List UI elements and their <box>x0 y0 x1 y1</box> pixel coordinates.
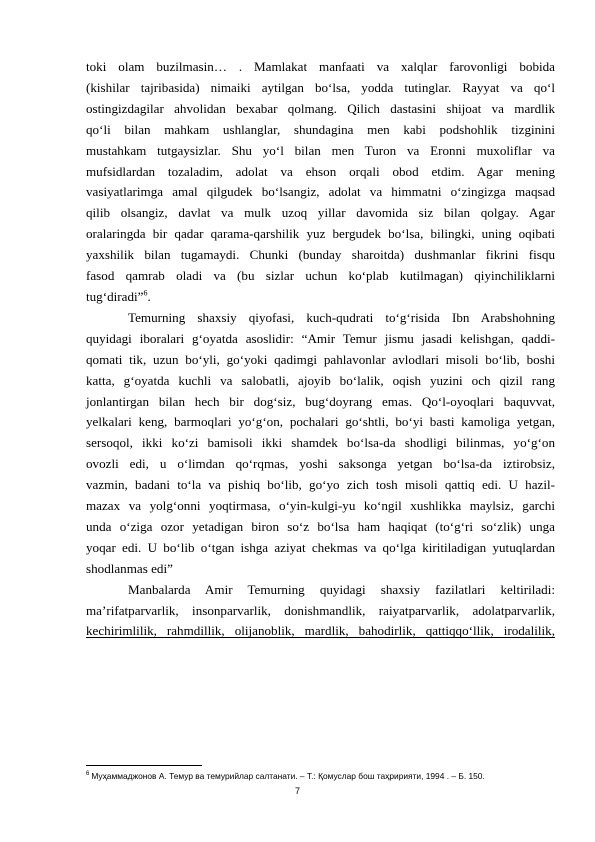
text-line: yoqar edi. U bo‘lib o‘tgan ishga aziyat chekmas va qo‘lga kiritiladigan yutuqlardan <box>86 539 555 555</box>
paragraph-2 <box>86 308 555 580</box>
paragraph-1 <box>86 57 555 308</box>
text-line: oralaringda bir qadar qarama-qarshilik yuz bergudek bo‘lsa, bilingki, uning oqibati <box>86 226 555 242</box>
text-line: ostingizdagilar ahvolidan bexabar qolmang. Qilich dastasini shijoat va mardlik <box>86 100 555 116</box>
text-line: qo‘li bilan mahkam ushlanglar, shundagina men kabi podshohlik tizginini <box>86 121 555 137</box>
text-line-last <box>86 287 555 308</box>
text-line: mufsidlardan tozaladim, adolat va ehson orqali obod etdim. Agar mening <box>86 163 555 179</box>
footnote <box>86 771 555 782</box>
period: . <box>147 288 151 304</box>
text-line: fasod qamrab oladi va (bu sizlar uchun ko‘plab kutilmagan) qiyinchiliklarni <box>86 268 555 284</box>
body-text <box>86 57 555 642</box>
text-line: ma’rifatparvarlik, insonparvarlik, donishmandlik, raiyatparvarlik, adolatparvarlik, <box>86 602 555 618</box>
text-line: sersoqol, ikki ko‘zi bamisoli ikki shamdek bo‘lsa-da shodligi bilinmas, yo‘g‘on <box>86 435 555 451</box>
footnote-separator <box>86 765 202 766</box>
text-line: ovozli edi, u o‘limdan qo‘rqmas, yoshi saksonga yetgan bo‘lsa-da iztirobsiz, <box>86 456 555 472</box>
text-line: (kishilar tajribasida) nimaiki aytilgan bo‘lsa, yodda tutinglar. Rayyat va qo‘l <box>86 79 555 95</box>
paragraph-3 <box>86 580 555 643</box>
text-line: mazax va yolg‘onni yoqtirmasa, o‘yin-kulgi-yu ko‘ngil xushlikka maylsiz, garchi <box>86 498 555 514</box>
text-line: vasiyatlarimga amal qilgudek bo‘lsangiz, adolat va himmatni o‘zingizga maqsad <box>86 184 555 200</box>
text-line: Temurning shaxsiy qiyofasi, kuch-qudrati to‘g‘risida Ibn Arabshohning <box>128 309 555 325</box>
text-line: qomati tik, uzun bo‘yli, go‘yoki qadimgi pahlavonlar avlodlari misoli bo‘lib, boshi <box>86 351 555 367</box>
page-number: 7 <box>294 786 300 796</box>
text-line: toki olam buzilmasin… . Mamlakat manfaati va xalqlar farovonligi bobida <box>86 59 555 74</box>
text-line: vazmin, badani to‘la va pishiq bo‘lib, go‘yo zich tosh misoli qattiq edi. U hazil- <box>86 477 555 493</box>
line-text: tug‘diradi” <box>86 288 144 304</box>
text-line: unda o‘ziga ozor yetadigan biron so‘z bo‘lsa ham haqiqat (to‘g‘ri so‘zlik) unga <box>86 518 555 534</box>
text-line: qilib olsangiz, davlat va mulk uzoq yillar davomida siz bilan qolgay. Agar <box>86 205 555 221</box>
text-line-underlined: kechirimlilik, rahmdillik, olijanoblik, mardlik, bahodirlik, qattiqqo‘llik, irodalilik, <box>86 623 555 639</box>
footnote-reference[interactable]: 6 <box>143 288 148 298</box>
footnote-text: Муҳаммаджонов А. Темур ва темурийлар салтанати. – Т.: Қомуслар бош таҳририяти, 1994 . – Б. 150. <box>91 771 485 781</box>
text-line: yelkalari keng, barmoqlari yo‘g‘on, pochalari go‘shtli, bo‘yi basti kamoliga yetgan, <box>86 414 555 430</box>
text-line: jonlantirgan bilan hech bir dog‘siz, bug‘doyrang emas. Qo‘l-oyoqlari baquvvat, <box>86 393 555 409</box>
text-line: katta, g‘oyatda kuchli va salobatli, ajoyib bo‘lalik, oqish yuzini och qizil rang <box>86 372 555 388</box>
text-line-last: shodlanmas edi” <box>86 560 173 576</box>
text-line: quyidagi iboralari g‘oyatda asoslidir: “Amir Temur jismu jasadi kelishgan, qaddi- <box>86 330 555 346</box>
text-line: mustahkam tutgaysizlar. Shu yo‘l bilan men Turon va Eronni muxoliflar va <box>86 142 555 158</box>
text-line: Manbalarda Amir Temurning quyidagi shaxsiy fazilatlari keltiriladi: <box>128 581 555 597</box>
text-line: yaxshilik bilan tugamaydi. Chunki (bunday sharoitda) dushmanlar fikrini fisqu <box>86 247 555 263</box>
footnote-number: 6 <box>86 771 90 778</box>
